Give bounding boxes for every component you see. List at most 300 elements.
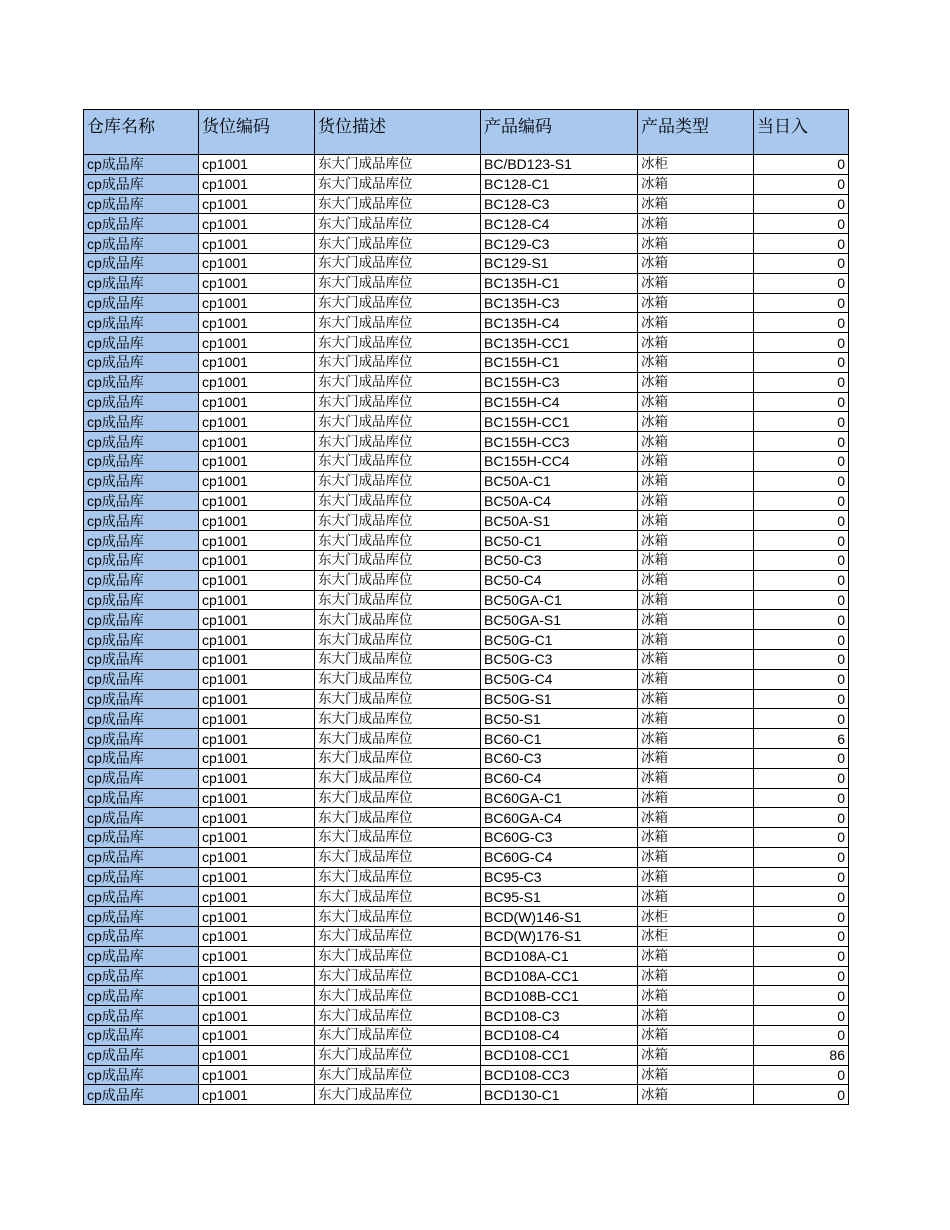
location-desc-cell[interactable]: 东大门成品库位 [315, 1085, 481, 1105]
warehouse-name-cell[interactable]: cp成品库 [84, 748, 199, 768]
product-type-cell[interactable]: 冰箱 [638, 649, 754, 669]
product-code-cell[interactable]: BCD(W)146-S1 [481, 907, 638, 927]
location-desc-cell[interactable]: 东大门成品库位 [315, 253, 481, 273]
product-type-cell[interactable]: 冰箱 [638, 471, 754, 491]
product-code-cell[interactable]: BC50-S1 [481, 709, 638, 729]
daily-in-cell[interactable]: 0 [754, 748, 849, 768]
location-code-cell[interactable]: cp1001 [199, 689, 315, 709]
product-type-cell[interactable]: 冰箱 [638, 432, 754, 452]
location-desc-cell[interactable]: 东大门成品库位 [315, 352, 481, 372]
daily-in-cell[interactable]: 0 [754, 451, 849, 471]
location-code-cell[interactable]: cp1001 [199, 1045, 315, 1065]
location-desc-cell[interactable]: 东大门成品库位 [315, 927, 481, 947]
table-row [84, 194, 849, 214]
warehouse-name-cell[interactable]: cp成品库 [84, 352, 199, 372]
product-type-cell[interactable]: 冰箱 [638, 333, 754, 353]
daily-in-cell[interactable]: 0 [754, 966, 849, 986]
warehouse-name-cell[interactable]: cp成品库 [84, 946, 199, 966]
location-desc-cell[interactable]: 东大门成品库位 [315, 887, 481, 907]
daily-in-cell[interactable]: 0 [754, 946, 849, 966]
daily-in-cell[interactable]: 0 [754, 887, 849, 907]
location-code-cell[interactable]: cp1001 [199, 1065, 315, 1085]
location-code-cell[interactable]: cp1001 [199, 392, 315, 412]
warehouse-name-cell[interactable]: cp成品库 [84, 550, 199, 570]
daily-in-cell[interactable]: 0 [754, 610, 849, 630]
location-code-cell[interactable]: cp1001 [199, 669, 315, 689]
product-code-cell[interactable]: BC128-C1 [481, 174, 638, 194]
warehouse-name-cell[interactable]: cp成品库 [84, 174, 199, 194]
product-type-cell[interactable]: 冰箱 [638, 194, 754, 214]
location-desc-cell[interactable]: 东大门成品库位 [315, 768, 481, 788]
product-type-cell[interactable]: 冰箱 [638, 630, 754, 650]
warehouse-name-cell[interactable]: cp成品库 [84, 214, 199, 234]
product-type-cell[interactable]: 冰箱 [638, 689, 754, 709]
location-desc-cell[interactable]: 东大门成品库位 [315, 313, 481, 333]
location-code-cell[interactable]: cp1001 [199, 847, 315, 867]
product-type-cell[interactable]: 冰箱 [638, 550, 754, 570]
warehouse-name-cell[interactable]: cp成品库 [84, 1026, 199, 1046]
warehouse-name-cell[interactable]: cp成品库 [84, 828, 199, 848]
daily-in-cell[interactable]: 0 [754, 352, 849, 372]
daily-in-cell[interactable]: 0 [754, 273, 849, 293]
location-code-cell[interactable]: cp1001 [199, 570, 315, 590]
location-code-cell[interactable]: cp1001 [199, 630, 315, 650]
daily-in-cell[interactable]: 0 [754, 1065, 849, 1085]
product-type-cell[interactable]: 冰箱 [638, 531, 754, 551]
product-code-cell[interactable]: BC135H-C1 [481, 273, 638, 293]
location-desc-cell[interactable]: 东大门成品库位 [315, 214, 481, 234]
product-type-cell[interactable]: 冰箱 [638, 1085, 754, 1105]
location-code-cell[interactable]: cp1001 [199, 451, 315, 471]
daily-in-cell[interactable]: 0 [754, 788, 849, 808]
product-code-cell[interactable]: BCD108B-CC1 [481, 986, 638, 1006]
product-code-cell[interactable]: BC135H-CC1 [481, 333, 638, 353]
product-type-cell[interactable]: 冰箱 [638, 491, 754, 511]
product-type-cell[interactable]: 冰箱 [638, 867, 754, 887]
daily-in-cell[interactable]: 0 [754, 828, 849, 848]
location-desc-cell[interactable]: 东大门成品库位 [315, 828, 481, 848]
warehouse-name-cell[interactable]: cp成品库 [84, 1045, 199, 1065]
product-code-cell[interactable]: BC50G-C1 [481, 630, 638, 650]
location-desc-cell[interactable]: 东大门成品库位 [315, 649, 481, 669]
location-code-cell[interactable]: cp1001 [199, 828, 315, 848]
product-code-cell[interactable]: BC60-C1 [481, 729, 638, 749]
location-desc-cell[interactable]: 东大门成品库位 [315, 966, 481, 986]
location-desc-cell[interactable]: 东大门成品库位 [315, 273, 481, 293]
product-type-cell[interactable]: 冰箱 [638, 174, 754, 194]
product-code-cell[interactable]: BC129-S1 [481, 253, 638, 273]
daily-in-cell[interactable]: 0 [754, 550, 849, 570]
daily-in-cell[interactable]: 0 [754, 768, 849, 788]
daily-in-cell[interactable]: 0 [754, 412, 849, 432]
location-desc-cell[interactable]: 东大门成品库位 [315, 808, 481, 828]
product-code-cell[interactable]: BC50A-C1 [481, 471, 638, 491]
location-code-cell[interactable]: cp1001 [199, 372, 315, 392]
daily-in-cell[interactable]: 0 [754, 927, 849, 947]
product-type-cell[interactable]: 冰柜 [638, 155, 754, 175]
daily-in-cell[interactable]: 0 [754, 1085, 849, 1105]
daily-in-cell[interactable]: 0 [754, 392, 849, 412]
warehouse-name-cell[interactable]: cp成品库 [84, 333, 199, 353]
product-code-cell[interactable]: BC/BD123-S1 [481, 155, 638, 175]
product-code-cell[interactable]: BCD108A-CC1 [481, 966, 638, 986]
product-code-cell[interactable]: BC60GA-C4 [481, 808, 638, 828]
location-code-cell[interactable]: cp1001 [199, 273, 315, 293]
product-type-cell[interactable]: 冰箱 [638, 214, 754, 234]
daily-in-cell[interactable]: 0 [754, 649, 849, 669]
warehouse-name-cell[interactable]: cp成品库 [84, 1006, 199, 1026]
location-code-cell[interactable]: cp1001 [199, 491, 315, 511]
location-desc-cell[interactable]: 东大门成品库位 [315, 867, 481, 887]
product-code-cell[interactable]: BC129-C3 [481, 234, 638, 254]
location-desc-cell[interactable]: 东大门成品库位 [315, 788, 481, 808]
location-code-cell[interactable]: cp1001 [199, 709, 315, 729]
warehouse-name-cell[interactable]: cp成品库 [84, 847, 199, 867]
product-type-cell[interactable]: 冰箱 [638, 253, 754, 273]
location-code-cell[interactable]: cp1001 [199, 986, 315, 1006]
header-product-type[interactable]: 产品类型 [638, 110, 754, 155]
product-type-cell[interactable]: 冰箱 [638, 293, 754, 313]
daily-in-cell[interactable]: 0 [754, 531, 849, 551]
product-code-cell[interactable]: BC155H-CC3 [481, 432, 638, 452]
product-code-cell[interactable]: BC128-C3 [481, 194, 638, 214]
product-type-cell[interactable]: 冰箱 [638, 273, 754, 293]
product-code-cell[interactable]: BC50A-C4 [481, 491, 638, 511]
product-code-cell[interactable]: BC60GA-C1 [481, 788, 638, 808]
table-row [84, 174, 849, 194]
warehouse-name-cell[interactable]: cp成品库 [84, 234, 199, 254]
product-type-cell[interactable]: 冰柜 [638, 927, 754, 947]
location-desc-cell[interactable]: 东大门成品库位 [315, 194, 481, 214]
warehouse-name-cell[interactable]: cp成品库 [84, 788, 199, 808]
product-type-cell[interactable]: 冰箱 [638, 788, 754, 808]
warehouse-name-cell[interactable]: cp成品库 [84, 808, 199, 828]
location-desc-cell[interactable]: 东大门成品库位 [315, 471, 481, 491]
location-desc-cell[interactable]: 东大门成品库位 [315, 333, 481, 353]
daily-in-cell[interactable]: 0 [754, 432, 849, 452]
product-code-cell[interactable]: BC155H-C4 [481, 392, 638, 412]
warehouse-name-cell[interactable]: cp成品库 [84, 689, 199, 709]
location-desc-cell[interactable]: 东大门成品库位 [315, 570, 481, 590]
location-code-cell[interactable]: cp1001 [199, 412, 315, 432]
daily-in-cell[interactable]: 0 [754, 1026, 849, 1046]
location-code-cell[interactable]: cp1001 [199, 907, 315, 927]
location-code-cell[interactable]: cp1001 [199, 748, 315, 768]
warehouse-name-cell[interactable]: cp成品库 [84, 531, 199, 551]
location-code-cell[interactable]: cp1001 [199, 352, 315, 372]
product-type-cell[interactable]: 冰箱 [638, 412, 754, 432]
location-desc-cell[interactable]: 东大门成品库位 [315, 630, 481, 650]
location-code-cell[interactable]: cp1001 [199, 729, 315, 749]
product-type-cell[interactable]: 冰箱 [638, 986, 754, 1006]
location-desc-cell[interactable]: 东大门成品库位 [315, 689, 481, 709]
product-type-cell[interactable]: 冰箱 [638, 234, 754, 254]
warehouse-name-cell[interactable]: cp成品库 [84, 887, 199, 907]
product-type-cell[interactable]: 冰箱 [638, 372, 754, 392]
location-code-cell[interactable]: cp1001 [199, 333, 315, 353]
warehouse-name-cell[interactable]: cp成品库 [84, 590, 199, 610]
product-code-cell[interactable]: BC128-C4 [481, 214, 638, 234]
location-code-cell[interactable]: cp1001 [199, 649, 315, 669]
location-code-cell[interactable]: cp1001 [199, 946, 315, 966]
header-product-code[interactable]: 产品编码 [481, 110, 638, 155]
location-code-cell[interactable]: cp1001 [199, 531, 315, 551]
warehouse-name-cell[interactable]: cp成品库 [84, 392, 199, 412]
warehouse-name-cell[interactable]: cp成品库 [84, 867, 199, 887]
daily-in-cell[interactable]: 0 [754, 867, 849, 887]
daily-in-cell[interactable]: 0 [754, 194, 849, 214]
warehouse-name-cell[interactable]: cp成品库 [84, 491, 199, 511]
product-code-cell[interactable]: BC50GA-C1 [481, 590, 638, 610]
location-desc-cell[interactable]: 东大门成品库位 [315, 986, 481, 1006]
location-code-cell[interactable]: cp1001 [199, 1006, 315, 1026]
warehouse-name-cell[interactable]: cp成品库 [84, 194, 199, 214]
location-desc-cell[interactable]: 东大门成品库位 [315, 412, 481, 432]
daily-in-cell[interactable]: 0 [754, 709, 849, 729]
product-code-cell[interactable]: BC50-C4 [481, 570, 638, 590]
location-code-cell[interactable]: cp1001 [199, 174, 315, 194]
location-code-cell[interactable]: cp1001 [199, 1085, 315, 1105]
product-code-cell[interactable]: BC135H-C3 [481, 293, 638, 313]
product-code-cell[interactable]: BCD108-CC3 [481, 1065, 638, 1085]
daily-in-cell[interactable]: 0 [754, 570, 849, 590]
warehouse-name-cell[interactable]: cp成品库 [84, 927, 199, 947]
product-code-cell[interactable]: BC60G-C4 [481, 847, 638, 867]
product-code-cell[interactable]: BC50A-S1 [481, 511, 638, 531]
product-type-cell[interactable]: 冰箱 [638, 392, 754, 412]
location-desc-cell[interactable]: 东大门成品库位 [315, 511, 481, 531]
product-code-cell[interactable]: BC95-S1 [481, 887, 638, 907]
daily-in-cell[interactable]: 0 [754, 372, 849, 392]
product-type-cell[interactable]: 冰箱 [638, 709, 754, 729]
table-row [84, 828, 849, 848]
location-desc-cell[interactable]: 东大门成品库位 [315, 550, 481, 570]
location-code-cell[interactable]: cp1001 [199, 471, 315, 491]
location-desc-cell[interactable]: 东大门成品库位 [315, 234, 481, 254]
daily-in-cell[interactable]: 0 [754, 1006, 849, 1026]
location-desc-cell[interactable]: 东大门成品库位 [315, 1006, 481, 1026]
location-desc-cell[interactable]: 东大门成品库位 [315, 372, 481, 392]
location-desc-cell[interactable]: 东大门成品库位 [315, 174, 481, 194]
warehouse-name-cell[interactable]: cp成品库 [84, 986, 199, 1006]
location-code-cell[interactable]: cp1001 [199, 194, 315, 214]
location-desc-cell[interactable]: 东大门成品库位 [315, 709, 481, 729]
product-type-cell[interactable]: 冰箱 [638, 352, 754, 372]
product-code-cell[interactable]: BC60G-C3 [481, 828, 638, 848]
warehouse-name-cell[interactable]: cp成品库 [84, 570, 199, 590]
warehouse-name-cell[interactable]: cp成品库 [84, 966, 199, 986]
daily-in-cell[interactable]: 0 [754, 174, 849, 194]
daily-in-cell[interactable]: 0 [754, 234, 849, 254]
product-type-cell[interactable]: 冰箱 [638, 768, 754, 788]
warehouse-name-cell[interactable]: cp成品库 [84, 630, 199, 650]
location-code-cell[interactable]: cp1001 [199, 788, 315, 808]
product-type-cell[interactable]: 冰箱 [638, 511, 754, 531]
location-desc-cell[interactable]: 东大门成品库位 [315, 847, 481, 867]
warehouse-name-cell[interactable]: cp成品库 [84, 155, 199, 175]
location-code-cell[interactable]: cp1001 [199, 155, 315, 175]
daily-in-cell[interactable]: 0 [754, 689, 849, 709]
location-code-cell[interactable]: cp1001 [199, 550, 315, 570]
warehouse-name-cell[interactable]: cp成品库 [84, 649, 199, 669]
product-type-cell[interactable]: 冰箱 [638, 590, 754, 610]
warehouse-name-cell[interactable]: cp成品库 [84, 907, 199, 927]
warehouse-name-cell[interactable]: cp成品库 [84, 1065, 199, 1085]
product-code-cell[interactable]: BC50-C3 [481, 550, 638, 570]
product-type-cell[interactable]: 冰箱 [638, 847, 754, 867]
product-code-cell[interactable]: BC155H-C1 [481, 352, 638, 372]
location-code-cell[interactable]: cp1001 [199, 927, 315, 947]
location-code-cell[interactable]: cp1001 [199, 887, 315, 907]
location-code-cell[interactable]: cp1001 [199, 293, 315, 313]
product-type-cell[interactable]: 冰箱 [638, 610, 754, 630]
warehouse-name-cell[interactable]: cp成品库 [84, 253, 199, 273]
product-type-cell[interactable]: 冰箱 [638, 313, 754, 333]
warehouse-name-cell[interactable]: cp成品库 [84, 511, 199, 531]
location-code-cell[interactable]: cp1001 [199, 313, 315, 333]
product-type-cell[interactable]: 冰箱 [638, 966, 754, 986]
product-code-cell[interactable]: BCD108-C3 [481, 1006, 638, 1026]
product-code-cell[interactable]: BC155H-C3 [481, 372, 638, 392]
warehouse-name-cell[interactable]: cp成品库 [84, 729, 199, 749]
warehouse-name-cell[interactable]: cp成品库 [84, 412, 199, 432]
product-type-cell[interactable]: 冰箱 [638, 748, 754, 768]
daily-in-cell[interactable]: 0 [754, 491, 849, 511]
product-type-cell[interactable]: 冰箱 [638, 1006, 754, 1026]
daily-in-cell[interactable]: 0 [754, 590, 849, 610]
location-code-cell[interactable]: cp1001 [199, 214, 315, 234]
location-desc-cell[interactable]: 东大门成品库位 [315, 432, 481, 452]
warehouse-name-cell[interactable]: cp成品库 [84, 768, 199, 788]
product-code-cell[interactable]: BC135H-C4 [481, 313, 638, 333]
product-type-cell[interactable]: 冰箱 [638, 1045, 754, 1065]
location-desc-cell[interactable]: 东大门成品库位 [315, 1026, 481, 1046]
location-code-cell[interactable]: cp1001 [199, 253, 315, 273]
location-desc-cell[interactable]: 东大门成品库位 [315, 907, 481, 927]
location-desc-cell[interactable]: 东大门成品库位 [315, 451, 481, 471]
table-row [84, 1085, 849, 1105]
daily-in-cell[interactable]: 0 [754, 907, 849, 927]
header-warehouse-name[interactable]: 仓库名称 [84, 110, 199, 155]
daily-in-cell[interactable]: 0 [754, 630, 849, 650]
product-type-cell[interactable]: 冰箱 [638, 1065, 754, 1085]
warehouse-name-cell[interactable]: cp成品库 [84, 451, 199, 471]
header-daily-in[interactable]: 当日入 [754, 110, 849, 155]
location-code-cell[interactable]: cp1001 [199, 610, 315, 630]
daily-in-cell[interactable]: 0 [754, 471, 849, 491]
daily-in-cell[interactable]: 0 [754, 155, 849, 175]
daily-in-cell[interactable]: 6 [754, 729, 849, 749]
table-row [84, 451, 849, 471]
product-type-cell[interactable]: 冰箱 [638, 729, 754, 749]
product-code-cell[interactable]: BC50G-C3 [481, 649, 638, 669]
location-desc-cell[interactable]: 东大门成品库位 [315, 531, 481, 551]
location-desc-cell[interactable]: 东大门成品库位 [315, 748, 481, 768]
location-code-cell[interactable]: cp1001 [199, 511, 315, 531]
product-type-cell[interactable]: 冰箱 [638, 946, 754, 966]
product-code-cell[interactable]: BC50-C1 [481, 531, 638, 551]
location-code-cell[interactable]: cp1001 [199, 768, 315, 788]
daily-in-cell[interactable]: 0 [754, 333, 849, 353]
daily-in-cell[interactable]: 0 [754, 253, 849, 273]
location-desc-cell[interactable]: 东大门成品库位 [315, 669, 481, 689]
location-code-cell[interactable]: cp1001 [199, 808, 315, 828]
product-code-cell[interactable]: BC60-C4 [481, 768, 638, 788]
daily-in-cell[interactable]: 0 [754, 293, 849, 313]
location-desc-cell[interactable]: 东大门成品库位 [315, 293, 481, 313]
location-desc-cell[interactable]: 东大门成品库位 [315, 610, 481, 630]
location-desc-cell[interactable]: 东大门成品库位 [315, 155, 481, 175]
product-code-cell[interactable]: BCD(W)176-S1 [481, 927, 638, 947]
location-code-cell[interactable]: cp1001 [199, 590, 315, 610]
warehouse-name-cell[interactable]: cp成品库 [84, 669, 199, 689]
warehouse-name-cell[interactable]: cp成品库 [84, 293, 199, 313]
product-code-cell[interactable]: BCD108-C4 [481, 1026, 638, 1046]
location-desc-cell[interactable]: 东大门成品库位 [315, 1065, 481, 1085]
location-desc-cell[interactable]: 东大门成品库位 [315, 729, 481, 749]
product-code-cell[interactable]: BCD108A-C1 [481, 946, 638, 966]
product-code-cell[interactable]: BC95-C3 [481, 867, 638, 887]
product-code-cell[interactable]: BCD130-C1 [481, 1085, 638, 1105]
product-code-cell[interactable]: BC50G-C4 [481, 669, 638, 689]
daily-in-cell[interactable]: 86 [754, 1045, 849, 1065]
daily-in-cell[interactable]: 0 [754, 313, 849, 333]
location-code-cell[interactable]: cp1001 [199, 432, 315, 452]
location-desc-cell[interactable]: 东大门成品库位 [315, 1045, 481, 1065]
warehouse-name-cell[interactable]: cp成品库 [84, 372, 199, 392]
location-code-cell[interactable]: cp1001 [199, 234, 315, 254]
daily-in-cell[interactable]: 0 [754, 847, 849, 867]
product-type-cell[interactable]: 冰箱 [638, 887, 754, 907]
header-location-desc[interactable]: 货位描述 [315, 110, 481, 155]
table-row [84, 610, 849, 630]
daily-in-cell[interactable]: 0 [754, 214, 849, 234]
location-desc-cell[interactable]: 东大门成品库位 [315, 392, 481, 412]
warehouse-name-cell[interactable]: cp成品库 [84, 273, 199, 293]
warehouse-name-cell[interactable]: cp成品库 [84, 1085, 199, 1105]
daily-in-cell[interactable]: 0 [754, 986, 849, 1006]
location-code-cell[interactable]: cp1001 [199, 867, 315, 887]
location-desc-cell[interactable]: 东大门成品库位 [315, 946, 481, 966]
warehouse-name-cell[interactable]: cp成品库 [84, 313, 199, 333]
location-code-cell[interactable]: cp1001 [199, 1026, 315, 1046]
warehouse-name-cell[interactable]: cp成品库 [84, 471, 199, 491]
product-type-cell[interactable]: 冰箱 [638, 451, 754, 471]
product-code-cell[interactable]: BC50GA-S1 [481, 610, 638, 630]
location-code-cell[interactable]: cp1001 [199, 966, 315, 986]
product-code-cell[interactable]: BC60-C3 [481, 748, 638, 768]
product-type-cell[interactable]: 冰箱 [638, 669, 754, 689]
product-type-cell[interactable]: 冰箱 [638, 1026, 754, 1046]
warehouse-name-cell[interactable]: cp成品库 [84, 709, 199, 729]
product-code-cell[interactable]: BC155H-CC4 [481, 451, 638, 471]
product-code-cell[interactable]: BC155H-CC1 [481, 412, 638, 432]
location-desc-cell[interactable]: 东大门成品库位 [315, 590, 481, 610]
product-type-cell[interactable]: 冰柜 [638, 907, 754, 927]
warehouse-name-cell[interactable]: cp成品库 [84, 432, 199, 452]
daily-in-cell[interactable]: 0 [754, 808, 849, 828]
product-code-cell[interactable]: BCD108-CC1 [481, 1045, 638, 1065]
product-type-cell[interactable]: 冰箱 [638, 570, 754, 590]
product-code-cell[interactable]: BC50G-S1 [481, 689, 638, 709]
product-type-cell[interactable]: 冰箱 [638, 808, 754, 828]
daily-in-cell[interactable]: 0 [754, 511, 849, 531]
location-desc-cell[interactable]: 东大门成品库位 [315, 491, 481, 511]
product-type-cell[interactable]: 冰箱 [638, 828, 754, 848]
warehouse-name-cell[interactable]: cp成品库 [84, 610, 199, 630]
header-location-code[interactable]: 货位编码 [199, 110, 315, 155]
daily-in-cell[interactable]: 0 [754, 669, 849, 689]
